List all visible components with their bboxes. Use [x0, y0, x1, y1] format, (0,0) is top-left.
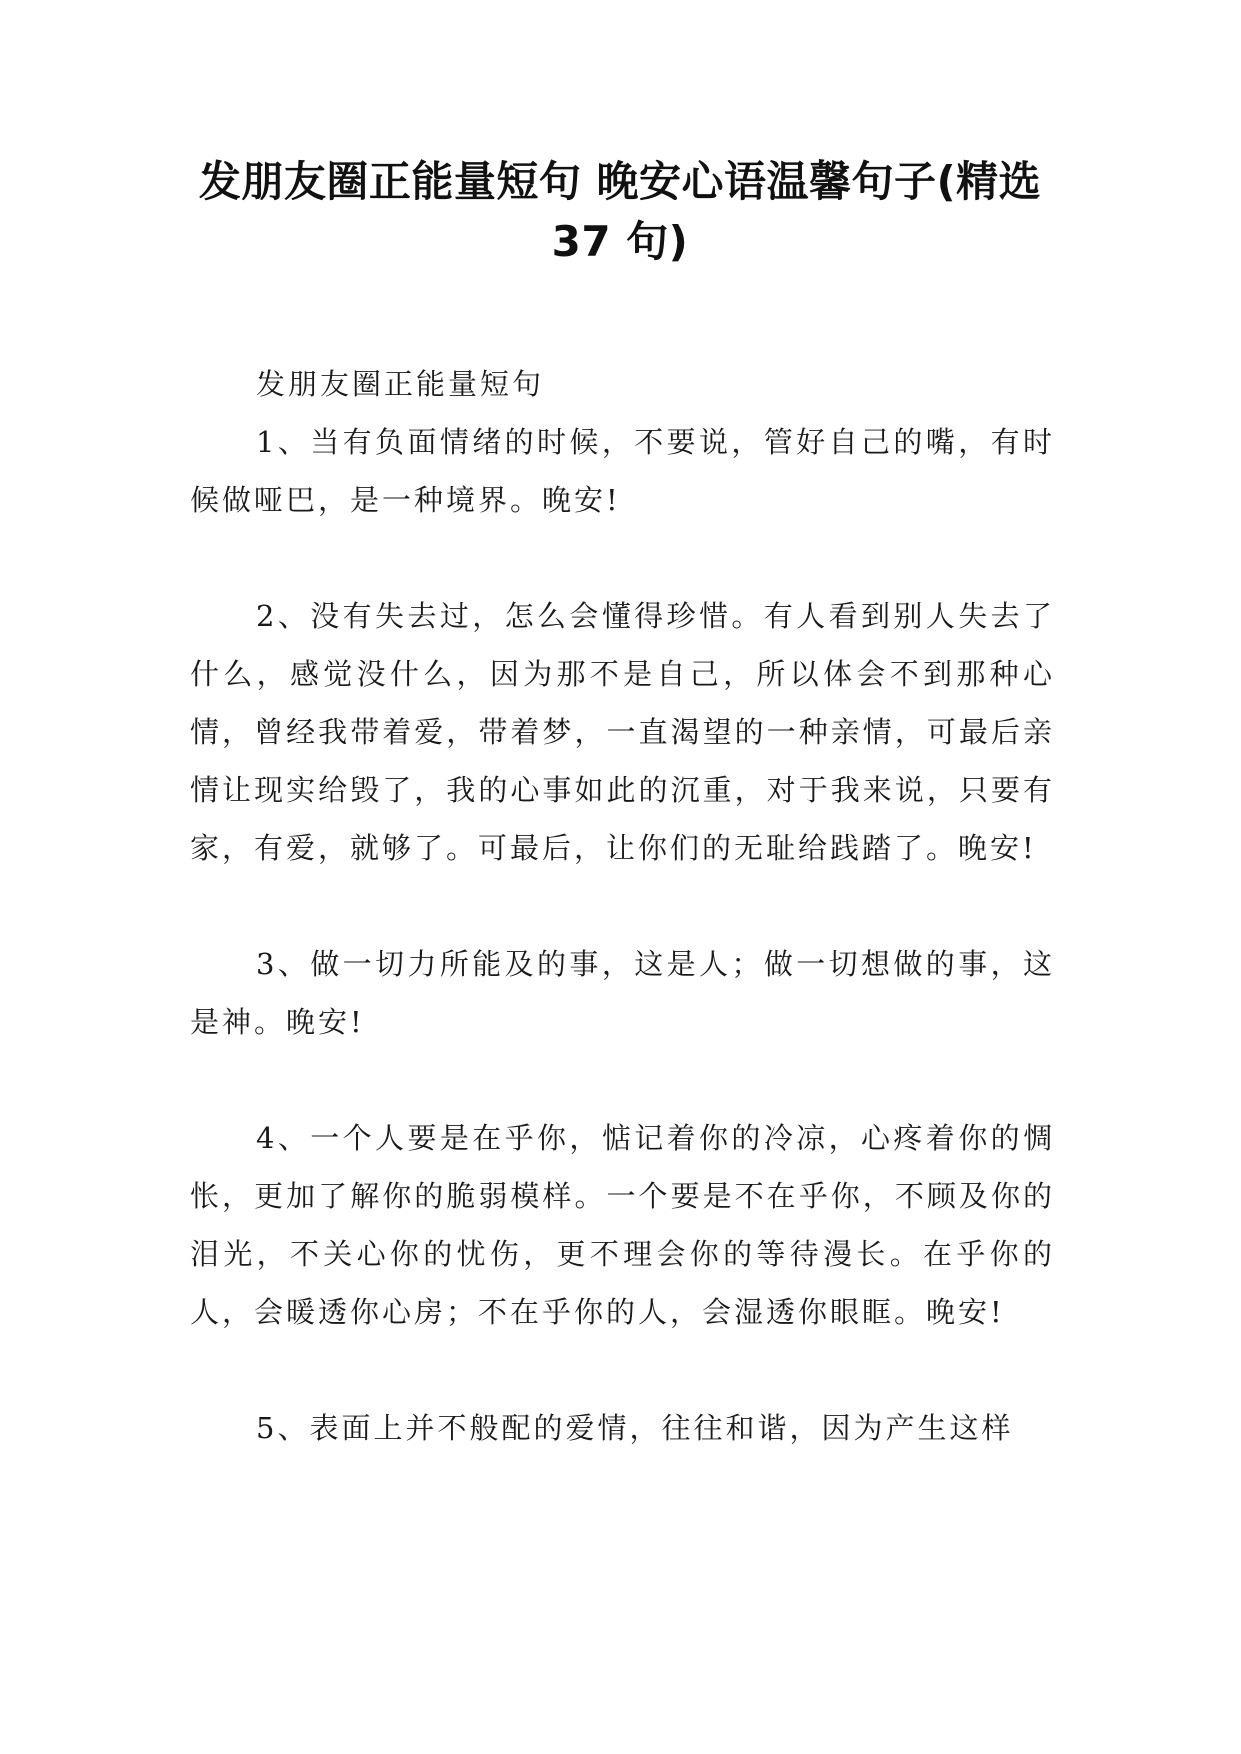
paragraph-5: 5、表面上并不般配的爱情，往往和谐，因为产生这样 — [256, 1411, 1014, 1445]
paragraph-1: 1、当有负面情绪的时候，不要说，管好自己的嘴，有时候做哑巴，是一种境界。晚安! — [190, 425, 1055, 517]
document-body — [190, 355, 1055, 1515]
paragraph-4: 4、一个人要是在乎你，惦记着你的冷凉，心疼着你的惆怅，更加了解你的脆弱模样。一个要是不在乎你，不顾及你的泪光，不关心你的忧伤，更不理会你的等待漫长。在乎你的人，会暖透你心房；不在乎你的人，会湿透你眼眶。晚安! — [190, 1121, 1055, 1329]
paragraph-3: 3、做一切力所能及的事，这是人；做一切想做的事，这是神。晚安! — [190, 947, 1055, 1039]
document-title: 发朋友圈正能量短句 晚安心语温馨句子(精选 37 句) — [198, 157, 1042, 266]
section-heading: 发朋友圈正能量短句 — [256, 367, 545, 401]
paragraph-2: 2、没有失去过，怎么会懂得珍惜。有人看到别人失去了什么，感觉没什么，因为那不是自己，所以体会不到那种心情，曾经我带着爱，带着梦，一直渴望的一种亲情，可最后亲情让现实给毁了，我的心事如此的沉重，对于我来说，只要有家，有爱，就够了。可最后，让你们的无耻给践踏了。晚安! — [190, 599, 1055, 865]
